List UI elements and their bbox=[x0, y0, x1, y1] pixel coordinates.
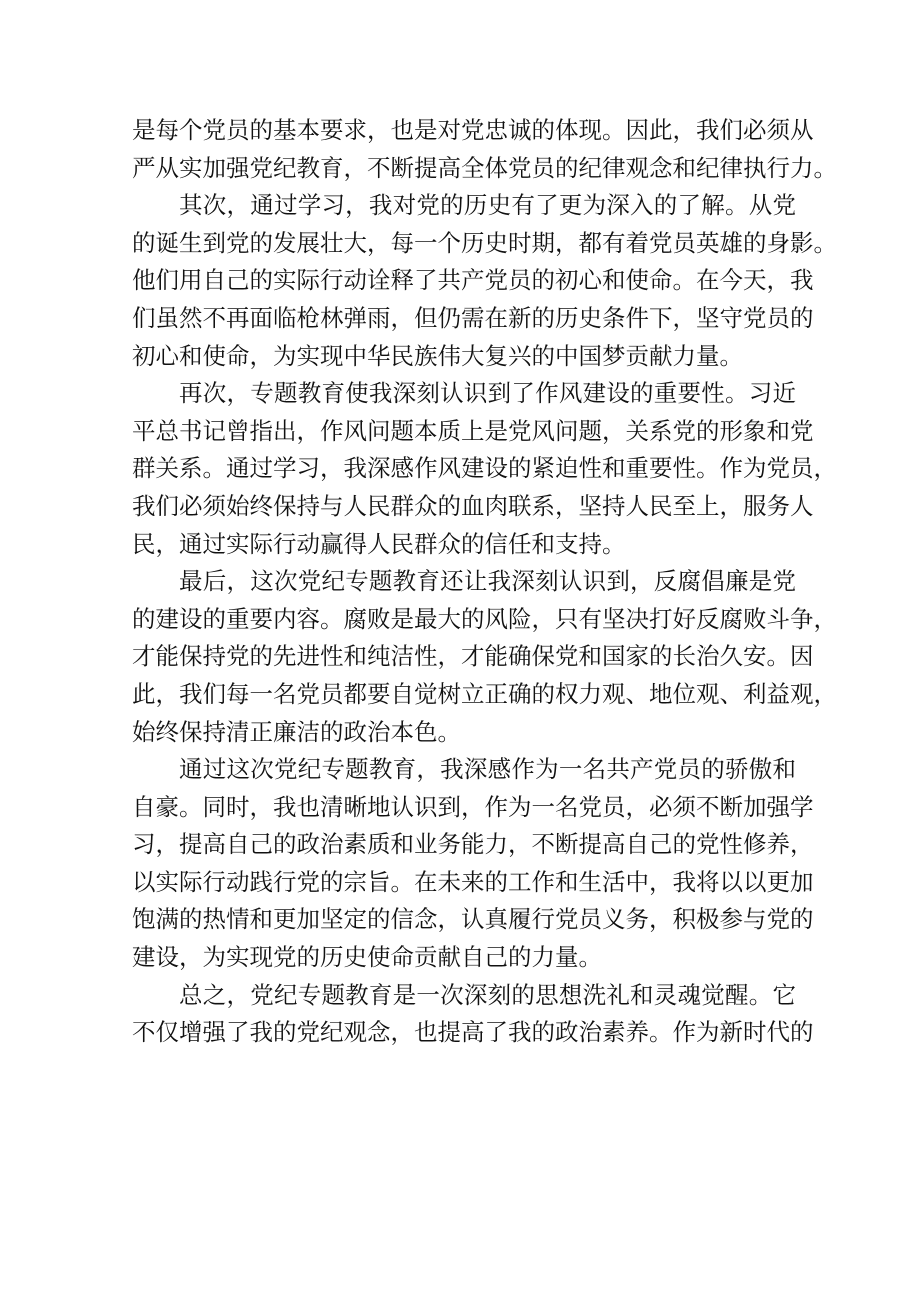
text-line: 初心和使命，为实现中华民族伟大复兴的中国梦贡献力量。 bbox=[132, 341, 743, 370]
paragraph-p1 bbox=[132, 112, 837, 187]
text-line: 总之，党纪专题教育是一次深刻的思想洗礼和灵魂觉醒。它 bbox=[179, 980, 796, 1009]
text-line: 的建设的重要内容。腐败是最大的风险，只有坚决打好反腐败斗争， bbox=[132, 604, 837, 633]
text-line: 的诞生到党的发展壮大，每一个历史时期，都有着党员英雄的身影。 bbox=[132, 228, 837, 257]
paragraph-p4 bbox=[132, 563, 837, 751]
text-line: 习，提高自己的政治素质和业务能力，不断提高自己的党性修养， bbox=[132, 830, 814, 859]
document-body-text bbox=[132, 112, 837, 1052]
text-line: 才能保持党的先进性和纯洁性，才能确保党和国家的长治久安。因 bbox=[132, 642, 814, 671]
text-line: 严从实加强党纪教育，不断提高全体党员的纪律观念和纪律执行力。 bbox=[132, 153, 837, 182]
text-line: 最后，这次党纪专题教育还让我深刻认识到，反腐倡廉是党 bbox=[179, 567, 796, 596]
text-line: 再次，专题教育使我深刻认识到了作风建设的重要性。习近 bbox=[179, 379, 796, 408]
text-line: 平总书记曾指出，作风问题本质上是党风问题，关系党的形象和党 bbox=[132, 416, 814, 445]
text-line: 始终保持清正廉洁的政治本色。 bbox=[132, 717, 461, 746]
text-line: 建设，为实现党的历史使命贡献自己的力量。 bbox=[132, 943, 602, 972]
text-line: 们虽然不再面临枪林弹雨，但仍需在新的历史条件下，坚守党员的 bbox=[132, 303, 814, 332]
paragraph-p3 bbox=[132, 375, 837, 563]
paragraph-p5 bbox=[132, 751, 814, 977]
paragraph-p2 bbox=[132, 187, 837, 375]
text-line: 饱满的热情和更加坚定的信念，认真履行党员义务，积极参与党的 bbox=[132, 905, 814, 934]
text-line: 通过这次党纪专题教育，我深感作为一名共产党员的骄傲和 bbox=[179, 755, 796, 784]
text-line: 其次，通过学习，我对党的历史有了更为深入的了解。从党 bbox=[179, 191, 796, 220]
paragraph-p6 bbox=[132, 977, 814, 1052]
text-line: 以实际行动践行党的宗旨。在未来的工作和生活中，我将以以更加 bbox=[132, 867, 814, 896]
text-line: 群关系。通过学习，我深感作风建设的紧迫性和重要性。作为党员， bbox=[132, 454, 837, 483]
text-line: 他们用自己的实际行动诠释了共产党员的初心和使命。在今天，我 bbox=[132, 266, 814, 295]
text-line: 自豪。同时，我也清晰地认识到，作为一名党员，必须不断加强学 bbox=[132, 792, 814, 821]
text-line: 此，我们每一名党员都要自觉树立正确的权力观、地位观、利益观， bbox=[132, 679, 837, 708]
text-line: 民，通过实际行动赢得人民群众的信任和支持。 bbox=[132, 529, 626, 558]
text-line: 我们必须始终保持与人民群众的血肉联系，坚持人民至上，服务人 bbox=[132, 491, 814, 520]
text-line: 是每个党员的基本要求，也是对党忠诚的体现。因此，我们必须从 bbox=[132, 116, 814, 144]
text-line: 不仅增强了我的党纪观念，也提高了我的政治素养。作为新时代的 bbox=[132, 1018, 814, 1047]
